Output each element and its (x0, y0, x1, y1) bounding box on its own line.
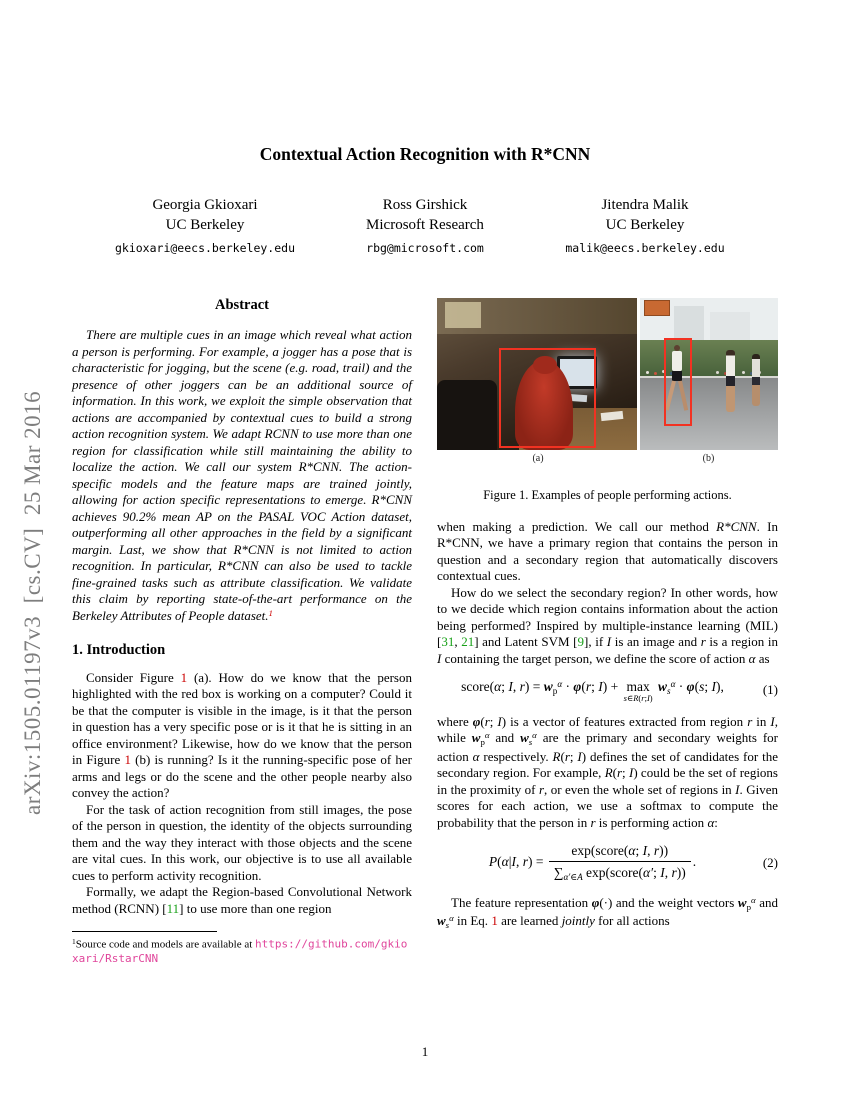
text-segment: ) is a vector of features extracted from region (501, 713, 748, 729)
text-segment: w (737, 895, 747, 911)
text-segment: ( (581, 679, 586, 695)
street-crowd (646, 371, 649, 374)
right-column (437, 290, 778, 932)
page-number: 1 (421, 1044, 429, 1059)
text-segment: r (538, 781, 545, 797)
author-affiliation: Microsoft Research (366, 217, 484, 233)
text-segment: r (519, 679, 525, 695)
text-segment: , (664, 865, 672, 881)
text-segment: R (552, 748, 561, 764)
text-segment: ; (489, 713, 498, 729)
text-segment: r (671, 865, 677, 881)
abstract-text (72, 327, 412, 624)
text-segment: and (755, 895, 778, 911)
text-segment: R*CNN (716, 518, 757, 534)
equation-1-pre (461, 678, 622, 697)
fraction (549, 842, 691, 884)
body-paragraph-3 (437, 714, 778, 831)
red-bounding-box-a (499, 348, 596, 448)
equation-2 (437, 842, 778, 884)
author-1 (95, 197, 315, 255)
text-segment: containing the target person, we define the score of action (441, 650, 749, 666)
text-segment: (a). How do we know that the person highlighted with the red box is working on a computer? Could it be that the computer is visible in the image, is it that the person in question has a very specific pose or is it that he is sitting in an office environment? Likewise, how do we know that the person in Figure (72, 669, 412, 768)
text-segment: ] to use more than one region (179, 900, 332, 916)
citation-link[interactable]: 11 (166, 900, 180, 916)
text-segment: s (445, 920, 450, 931)
office-chair-shape (437, 380, 497, 450)
text-segment: How do we select the secondary region? In other words, how to we decide which region contains information about the action being performed? Inspired by multiple-instance learning (MIL) [ (437, 584, 778, 650)
text-segment: , (512, 679, 520, 695)
figure-1a-image (437, 298, 637, 450)
text-segment: ; (704, 679, 712, 695)
figure-sublabel-a: (a) (532, 453, 544, 464)
text-segment: r (522, 854, 528, 870)
citation-link[interactable]: 21 (461, 634, 475, 650)
text-segment: ; (635, 843, 643, 859)
text-segment: r (641, 692, 645, 703)
text-segment: φ (472, 713, 481, 729)
text-segment: in (752, 713, 771, 729)
footnote-ref[interactable]: 1 (268, 607, 273, 618)
figure-1-caption: Figure 1. Examples of people performing actions. (483, 487, 732, 502)
text-segment: Source code and models are available at (75, 938, 256, 951)
text-segment: ) (649, 692, 653, 703)
equation-1-post (655, 678, 724, 697)
text-segment: ( (480, 713, 485, 729)
text-segment: α (670, 678, 676, 689)
office-window (445, 302, 481, 328)
text-segment: )) (676, 865, 686, 881)
text-segment: · (675, 679, 687, 695)
text-segment: , while (437, 713, 778, 746)
text-segment: s (528, 737, 533, 748)
text-segment: jointly (561, 913, 595, 929)
text-segment: ) + (602, 679, 622, 695)
text-segment: α (748, 650, 756, 666)
text-segment: α (501, 854, 509, 870)
equation-1-number: (1) (762, 682, 778, 698)
figure-sublabel-b: (b) (702, 453, 715, 464)
text-segment: I (497, 713, 502, 729)
section-heading-introduction: 1. Introduction (72, 642, 166, 659)
text-segment: I (437, 650, 442, 666)
text-segment: ( (497, 854, 502, 870)
runner-second (726, 350, 735, 412)
text-segment: The feature representation (451, 895, 592, 911)
text-segment: α (494, 679, 502, 695)
text-segment: α (750, 895, 756, 906)
author-email: malik@eecs.berkeley.edu (565, 241, 725, 255)
text-segment: 1 (72, 937, 76, 947)
text-segment: ∑ (553, 865, 564, 881)
text-segment: s (699, 679, 705, 695)
text-segment: score( (461, 679, 495, 695)
text-segment: are the primary and secondary weights for action (437, 730, 778, 764)
text-segment: )) (659, 843, 669, 859)
text-segment: I (628, 765, 634, 781)
text-segment: ; (622, 765, 629, 781)
body-paragraph-2 (437, 585, 778, 668)
author-2 (315, 197, 535, 255)
text-segment: α (449, 913, 454, 924)
text-segment: , (515, 854, 523, 870)
author-name: Georgia Gkioxari (152, 197, 258, 213)
text-segment: r (616, 765, 623, 781)
text-segment: . In R*CNN, we have a primary region that contains the person in question and a secondary region that automatically discovers contextual cues. (437, 518, 778, 584)
runner-third (752, 354, 760, 406)
text-segment: ) = (524, 679, 544, 695)
text-segment: is performing action (595, 814, 708, 830)
text-segment: w (543, 679, 553, 695)
text-segment: exp(score( (582, 865, 644, 881)
text-segment: α (472, 748, 480, 764)
left-column (72, 290, 412, 966)
max-operator (624, 680, 653, 703)
text-segment: α′ (643, 865, 654, 881)
text-segment: is an image and (611, 634, 701, 650)
text-segment: α′∈A (563, 872, 583, 883)
text-segment: r (747, 713, 753, 729)
text-segment: ], if (584, 634, 607, 650)
fraction-denominator (549, 862, 691, 884)
author-email: rbg@microsoft.com (366, 241, 484, 255)
max-label: max (626, 679, 650, 694)
text-segment: ∈ (626, 692, 634, 703)
equation-2-lhs (489, 854, 547, 869)
text-segment: and (489, 730, 521, 746)
text-segment: I (577, 748, 582, 764)
text-segment: w (658, 679, 668, 695)
arxiv-stamp: arXiv:1505.01197v3 [cs.CV] 25 Mar 2016 (20, 390, 45, 815)
text-segment: α (707, 814, 715, 830)
text-segment: α (484, 730, 490, 741)
text-segment: | (508, 854, 512, 870)
paper-title: Contextual Action Recognition with R*CNN (259, 144, 591, 164)
text-segment: w (471, 730, 481, 746)
equation-1-body (437, 678, 748, 703)
figure-1-images (437, 298, 778, 450)
text-segment: (b) is running? Is it the running-specific pose of her arms and legs or do the scene and the other people nearby also convey the action? (72, 752, 412, 801)
citation-link[interactable]: 31 (441, 634, 455, 650)
text-segment: R (633, 692, 639, 703)
text-segment: r (564, 748, 570, 764)
text-segment: p (746, 902, 751, 913)
text-segment: r (590, 814, 596, 830)
text-segment: I (642, 843, 648, 859)
text-segment: ; (653, 865, 661, 881)
text-segment: α (557, 678, 563, 689)
equation-2-number: (2) (762, 854, 778, 870)
text-segment: R (604, 765, 613, 781)
intro-paragraph-2 (72, 802, 412, 885)
text-segment: Consider Figure (86, 669, 181, 685)
text-segment: I (711, 679, 716, 695)
fraction-numerator (549, 842, 691, 862)
citation-link[interactable]: 9 (577, 634, 585, 650)
text-segment: : (714, 814, 718, 830)
text-segment: (·) and the weight vectors (599, 895, 738, 911)
text-segment: r (700, 634, 706, 650)
text-segment: Formally, we adapt the Region-based Convolutional Network method (RCNN) [ (72, 884, 412, 916)
text-segment: in Eq. (453, 913, 492, 929)
red-bounding-box-b (664, 338, 692, 426)
equation-2-body (437, 842, 748, 884)
street-billboard (644, 300, 670, 316)
text-segment: φ (686, 679, 695, 695)
text-segment: I (646, 692, 650, 703)
figure-sublabels (437, 453, 778, 466)
text-segment: ) could be the set of regions in the proximity of (437, 765, 778, 797)
text-segment: p (552, 686, 558, 697)
body-paragraph-1 (437, 519, 778, 585)
text-segment: r (653, 843, 660, 859)
text-segment: , (647, 843, 654, 859)
text-segment: ( (694, 679, 700, 695)
text-segment: . (692, 854, 697, 870)
figure-1 (437, 298, 778, 504)
text-segment: There are multiple cues in an image which reveal what action a person is performing. For example, a jogger has a pose that is characteristic for jogging, but the scene (e.g. road, trail) and the presence of other joggers can be an additional source of information. In this work, we exploit the simple observation that actions are accompanied by contextual cues to build a strong action recognition system. We adapt RCNN to use more than one region for classification while still maintaining the ability to localize the action. We call our system R*CNN. The action-specific models and the feature maps are trained jointly, allowing for action specific representations to emerge. R*CNN achieves 90.2% mean AP on the PASAL VOC Action dataset, outperforming all other approaches in the field by a significant margin. Last, we show that R*CNN is not limited to action recognition. In particular, R*CNN can also be used to tackle fine-grained tasks such as attribute classification. We validate this claim by reporting state-of-the-art performance on the Berkeley Attributes of People dataset. (72, 327, 412, 623)
text-segment: ) defines the set of candidates for the secondary region. For example, (437, 748, 778, 781)
text-segment: exp(score( (571, 843, 629, 859)
text-segment: · (562, 679, 574, 695)
text-segment: I (606, 634, 612, 650)
footnote-rule (72, 931, 217, 932)
text-segment: s (667, 686, 671, 697)
max-subscript (624, 694, 653, 703)
text-segment: for all actions (594, 913, 670, 929)
text-segment: P (488, 854, 498, 870)
text-segment: respectively. (479, 748, 553, 764)
text-segment: ( (560, 748, 565, 764)
text-segment: as (755, 650, 770, 666)
author-block (95, 197, 755, 255)
author-affiliation: UC Berkeley (165, 217, 245, 233)
text-segment: , or even the whole set of regions in (544, 781, 736, 797)
text-segment: where (437, 713, 473, 729)
text-segment: r (484, 713, 490, 729)
text-segment: I (511, 854, 516, 870)
equation-1 (437, 678, 778, 703)
text-segment: I (508, 679, 513, 695)
text-segment: when making a prediction. We call our method (437, 518, 717, 534)
text-segment: . Given scores for each action, we use a softmax to compute the probability that the person in (437, 781, 778, 830)
text-segment: r (585, 679, 592, 695)
text-segment: For the task of action recognition from still images, the pose of the person in question, the identity of the objects surrounding them and the way they interact with those objects and the scene are vital cues. In this work, our objective is to use all available cues to perform activity recognition. (72, 801, 412, 883)
text-segment: I (770, 713, 775, 729)
text-segment: ; (569, 748, 578, 764)
text-segment: φ (573, 679, 582, 695)
figure-1b-image (640, 298, 778, 450)
text-segment: ; (501, 679, 509, 695)
author-name: Jitendra Malik (601, 197, 689, 213)
text-segment: p (480, 737, 485, 748)
text-segment: ] and Latent SVM [ (474, 634, 578, 650)
text-segment: I (735, 781, 740, 797)
body-paragraph-4 (437, 895, 778, 932)
text-segment: φ (591, 895, 600, 911)
intro-paragraph-1 (72, 670, 412, 802)
text-segment: ) = (527, 854, 547, 870)
text-segment: s (623, 692, 627, 703)
source-url-link[interactable]: https://github.com/gkioxari/RstarCNN (72, 937, 408, 965)
text-segment: w (437, 913, 446, 929)
text-segment: α (628, 843, 636, 859)
equation-2-end (693, 854, 696, 869)
text-segment: I (598, 679, 603, 695)
text-segment: is a region in (705, 634, 779, 650)
text-segment: ; (591, 679, 599, 695)
text-segment: I (660, 865, 665, 881)
text-segment: w (520, 730, 529, 746)
text-segment: α (532, 730, 537, 741)
equation-ref-link[interactable]: 1 (491, 913, 498, 929)
footnote (72, 937, 412, 966)
text-segment: ; (644, 692, 647, 703)
author-email: gkioxari@eecs.berkeley.edu (114, 241, 295, 255)
text-segment: ), (715, 679, 724, 695)
author-3 (535, 197, 755, 255)
author-name: Ross Girshick (382, 197, 468, 213)
figure-ref-link[interactable]: 1 (180, 669, 188, 685)
abstract-heading: Abstract (215, 297, 269, 313)
figure-ref-link[interactable]: 1 (124, 752, 131, 768)
intro-paragraph-3 (72, 884, 412, 917)
text-segment: , (454, 634, 462, 650)
text-segment: ( (612, 765, 617, 781)
author-affiliation: UC Berkeley (605, 217, 685, 233)
text-segment: ( (638, 692, 642, 703)
text-segment: are learned (497, 913, 562, 929)
